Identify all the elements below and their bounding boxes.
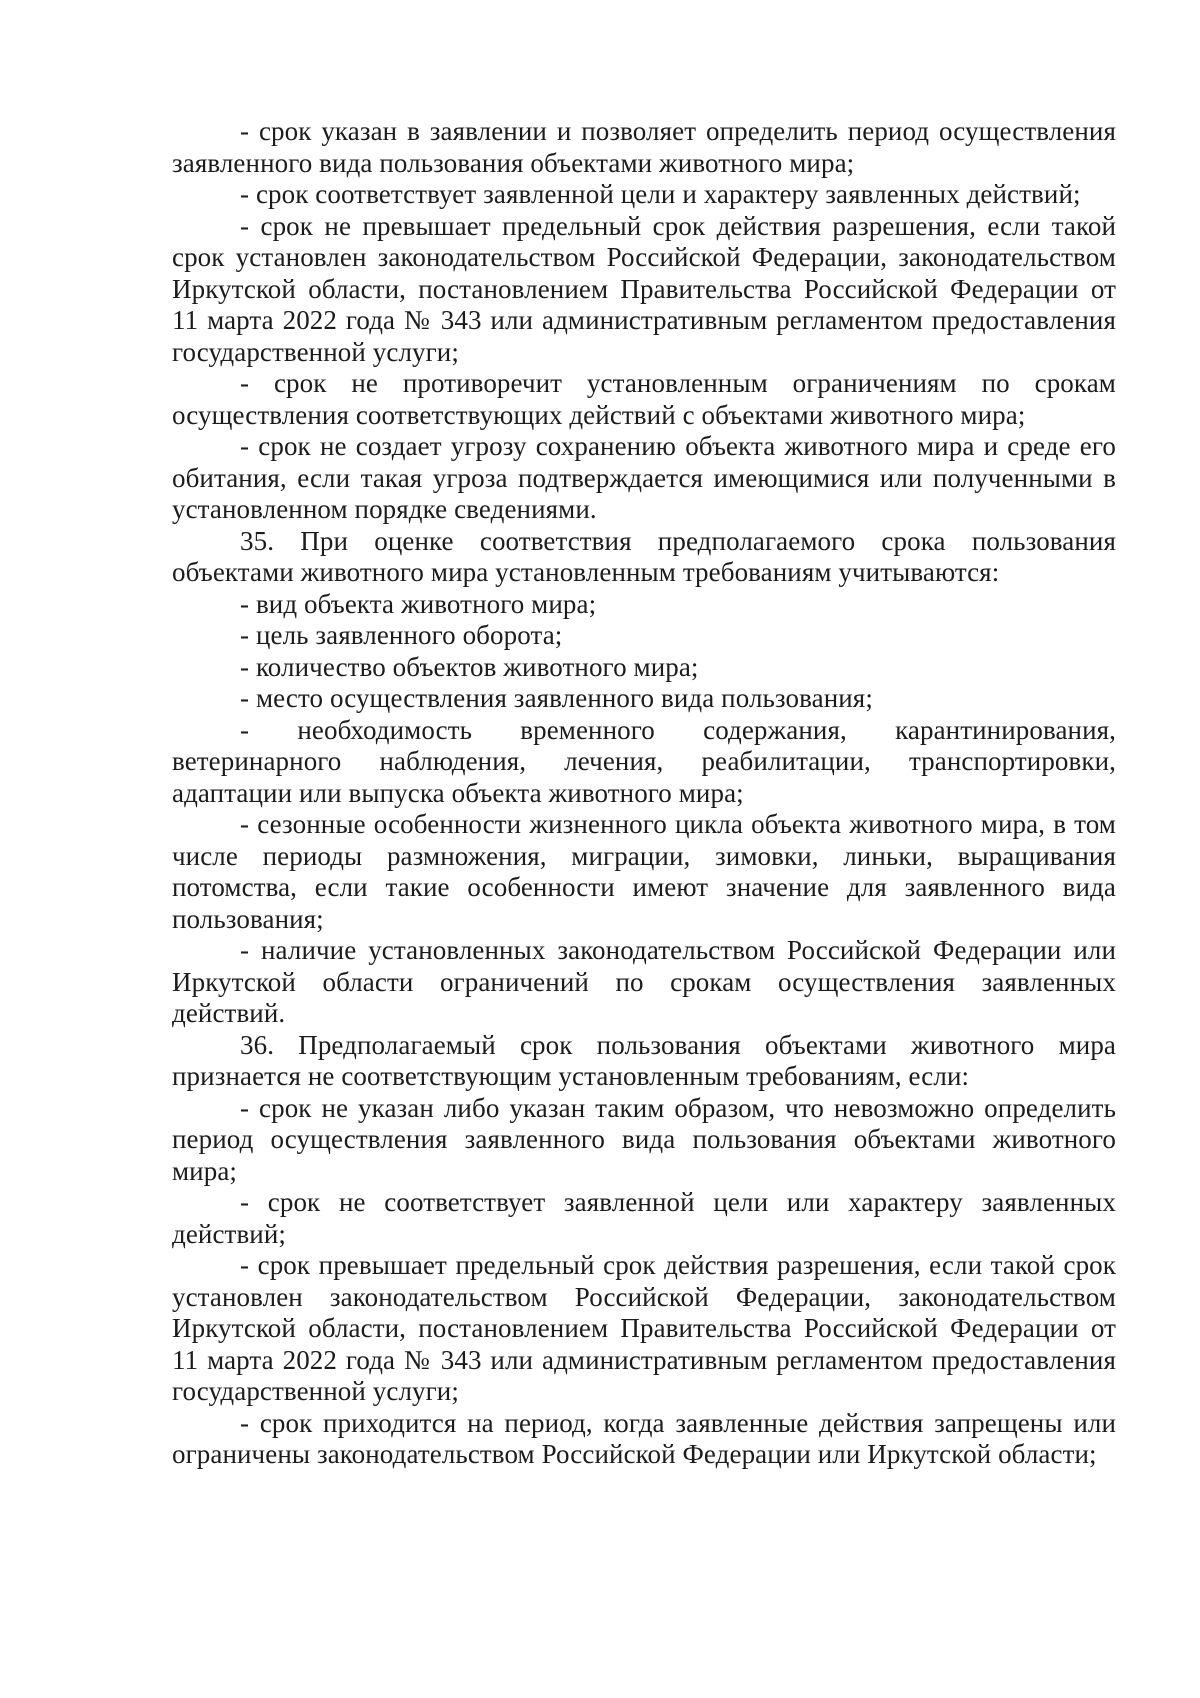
list-item: - срок не соответствует заявленной цели или характеру заявленных действий; [172,1187,1116,1249]
list-item: - срок превышает предельный срок действия разрешения, если такой срок установлен законодательством Российской Федерации, законодательством Иркутской области, постановлением Правительства Российской Федерации от 11 марта 2022 года № 343 или административным регламентом предоставления государственной услуги; [172,1250,1116,1406]
list-item: - сезонные особенности жизненного цикла объекта животного мира, в том числе периоды размножения, миграции, зимовки, линьки, выращивания потомства, если такие особенности имеют значение для заявленного вида пользования; [172,809,1116,934]
list-item: - вид объекта животного мира; [240,588,597,619]
list-item: - место осуществления заявленного вида пользования; [240,683,873,713]
document-body [172,116,1116,1471]
list-item: - срок приходится на период, когда заявленные действия запрещены или ограничены законодательством Российской Федерации или Иркутской области; [172,1407,1116,1469]
numbered-paragraph-35: 35. При оценке соответствия предполагаемого срока пользования объектами животного мира установленным требованиям учитываются: [172,525,1116,587]
list-item: - количество объектов животного мира; [240,651,699,682]
paragraph: - срок указан в заявлении и позволяет определить период осуществления заявленного вида пользования объектами животного мира; [172,116,1116,178]
list-item: - наличие установленных законодательством Российской Федерации или Иркутской области ограничений по срокам осуществления заявленных действий. [172,935,1116,1028]
paragraph: - срок не создает угрозу сохранению объекта животного мира и среде его обитания, если такая угроза подтверждается имеющимися или полученными в установленном порядке сведениями. [172,431,1116,524]
paragraph: - срок не превышает предельный срок действия разрешения, если такой срок установлен законодательством Российской Федерации, законодательством Иркутской области, постановлением Правительства Российской Федерации от 11 марта 2022 года № 343 или административным регламентом предоставления государственной услуги; [172,210,1116,367]
list-item: - цель заявленного оборота; [240,620,563,650]
list-item: - срок не указан либо указан таким образом, что невозможно определить период осуществления заявленного вида пользования объектами животного мира; [172,1092,1116,1186]
numbered-paragraph-36: 36. Предполагаемый срок пользования объектами животного мира признается не соответствующим установленным требованиям, если: [172,1029,1116,1091]
paragraph: - срок не противоречит установленным ограничениям по срокам осуществления соответствующих действий с объектами животного мира; [172,368,1116,430]
list-item: - необходимость временного содержания, карантинирования, ветеринарного наблюдения, лечения, реабилитации, транспортировки, адаптации или выпуска объекта животного мира; [172,714,1116,808]
paragraph: - срок соответствует заявленной цели и характеру заявленных действий; [240,179,1081,209]
